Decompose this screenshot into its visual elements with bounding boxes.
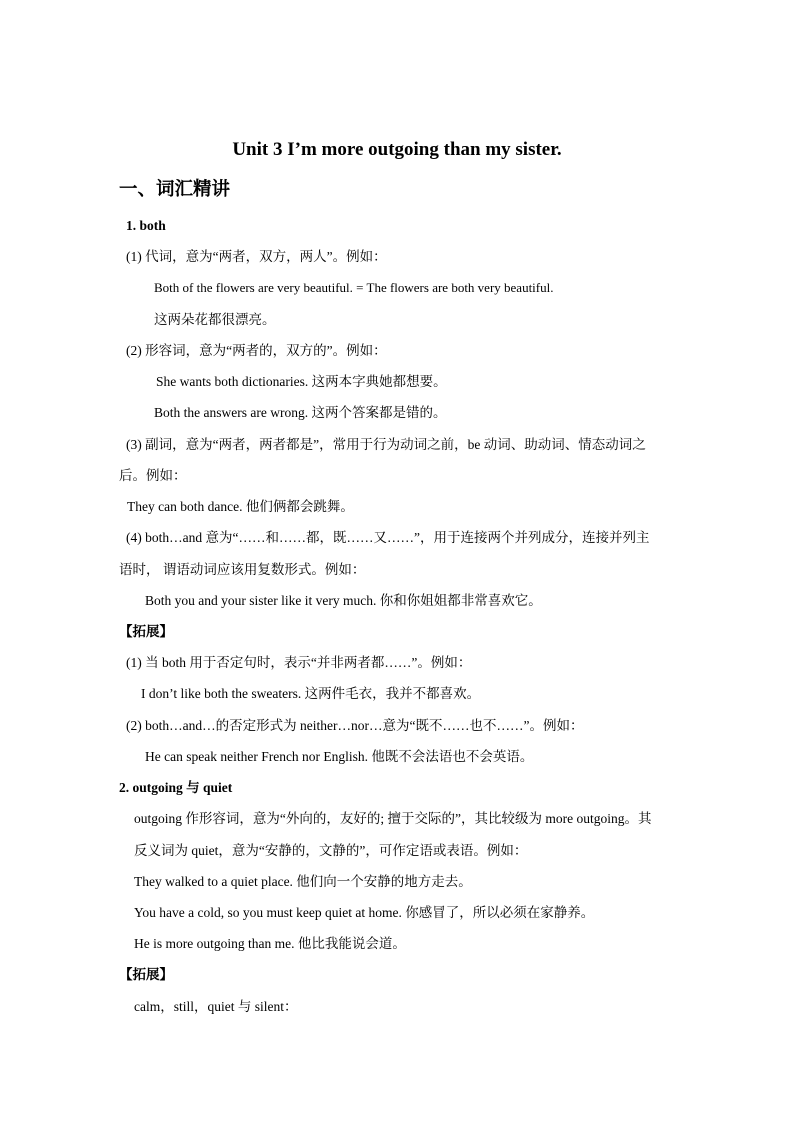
both-example-3: They can both dance. 他们俩都会跳舞。 (127, 499, 354, 514)
both-and-definition-line2: 语时， 谓语动词应该用复数形式。例如： (119, 562, 366, 577)
section-heading-vocabulary: 一、词汇精讲 (119, 180, 231, 200)
quiet-example-2: You have a cold, so you must keep quiet at home. 你感冒了，所以必须在家静养。 (134, 905, 595, 920)
both-definition-adverb-line1: (3) 副词，意为“两者，两者都是”，常用于行为动词之前，be 动词、助动词、情态动词之 (126, 437, 646, 452)
neither-nor-example: He can speak neither French nor English. 他既不会法语也不会英语。 (145, 749, 534, 764)
both-and-example: Both you and your sister like it very much. 你和你姐姐都非常喜欢它。 (145, 593, 542, 608)
both-example-2a: She wants both dictionaries. 这两本字典她都想要。 (156, 374, 447, 389)
item-heading-both: 1. both (126, 218, 166, 233)
item-heading-outgoing-quiet: 2. outgoing 与 quiet (119, 780, 233, 795)
outgoing-definition-line1: outgoing 作形容词，意为“外向的，友好的; 擅于交际的”，其比较级为 more outgoing。其 (134, 811, 652, 826)
neither-nor-note: (2) both…and…的否定形式为 neither…nor…意为“既不……也不……”。例如： (126, 718, 584, 733)
outgoing-definition-line2: 反义词为 quiet，意为“安静的，文静的”，可作定语或表语。例如： (134, 843, 528, 858)
both-negative-example: I don’t like both the sweaters. 这两件毛衣，我并不都喜欢。 (141, 686, 481, 701)
both-example-zh-1: 这两朵花都很漂亮。 (154, 312, 276, 327)
calm-still-quiet-silent-note: calm，still，quiet 与 silent： (134, 999, 298, 1014)
expand-label-1: 【拓展】 (119, 624, 173, 639)
both-example-en-1: Both of the flowers are very beautiful. = The flowers are both very beautiful. (154, 280, 554, 295)
both-definition-pronoun: (1) 代词，意为“两者，双方，两人”。例如： (126, 249, 387, 264)
document-title: Unit 3 I’m more outgoing than my sister. (232, 139, 562, 160)
both-definition-adjective: (2) 形容词，意为“两者的，双方的”。例如： (126, 343, 387, 358)
both-example-2b: Both the answers are wrong. 这两个答案都是错的。 (154, 405, 447, 420)
both-negative-note: (1) 当 both 用于否定句时，表示“并非两者都……”。例如： (126, 655, 472, 670)
quiet-example-1: They walked to a quiet place. 他们向一个安静的地方走去。 (134, 874, 472, 889)
expand-label-2: 【拓展】 (119, 967, 173, 982)
outgoing-example: He is more outgoing than me. 他比我能说会道。 (134, 936, 406, 951)
both-and-definition-line1: (4) both…and 意为“……和……都，既……又……”，用于连接两个并列成分，连接并列主 (126, 530, 650, 545)
both-definition-adverb-line2: 后。例如： (119, 468, 187, 483)
